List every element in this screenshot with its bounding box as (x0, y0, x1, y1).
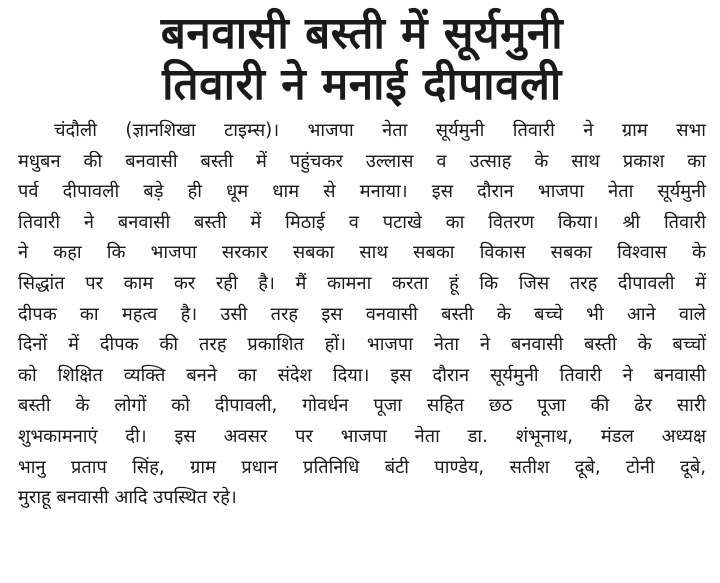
body-line-4: तिवारी ने बनवासी बस्ती में मिठाई व पटाखे का वितरण किया। श्री तिवारी (18, 211, 706, 233)
headline (18, 8, 706, 110)
body-line-1: चंदौली (ज्ञानशिखा टाइम्स)। भाजपा नेता सूर्यमुनी तिवारी ने ग्राम सभा (54, 120, 706, 141)
body-line-11: शुभकामनाएं दी। इस अवसर पर भाजपा नेता डा. शंभूनाथ, मंडल अध्यक्ष (18, 425, 706, 447)
body-line-8: दिनों में दीपक की तरह प्रकाशित हों। भाजपा नेता ने बनवासी बस्ती के बच्चों (18, 334, 706, 356)
body-line-9: को शिक्षित व्यक्ति बनने का संदेश दिया। इस दौरान सूर्यमुनी तिवारी ने बनवासी (18, 364, 706, 386)
body-line-13: मुराहू बनवासी आदि उपस्थित रहे। (18, 487, 237, 509)
headline-line-2: तिवारी ने मनाई दीपावली (162, 59, 562, 110)
article-body (18, 116, 706, 514)
body-line-6: सिद्धांत पर काम कर रही है। मैं कामना करता हूं कि जिस तरह दीपावली में (18, 272, 706, 294)
body-line-5: ने कहा कि भाजपा सरकार सबका साथ सबका विकास सबका विश्वास के (18, 242, 706, 264)
body-line-7: दीपक का महत्व है। उसी तरह इस वनवासी बस्ती के बच्चे भी आने वाले (18, 303, 706, 325)
body-line-3: पर्व दीपावली बड़े ही धूम धाम से मनाया। इस दौरान भाजपा नेता सूर्यमुनी (18, 181, 706, 203)
headline-line-1: बनवासी बस्ती में सूर्यमुनी (160, 8, 564, 59)
body-line-2: मधुबन की बनवासी बस्ती में पहुंचकर उल्लास व उत्साह के साथ प्रकाश का (18, 150, 706, 172)
body-line-10: बस्ती के लोगों को दीपावली, गोवर्धन पूजा सहित छठ पूजा की ढेर सारी (18, 395, 706, 417)
body-line-12: भानु प्रताप सिंह, ग्राम प्रधान प्रतिनिधि बंटी पाण्डेय, सतीश दूबे, टोनी दूबे, (18, 456, 706, 478)
